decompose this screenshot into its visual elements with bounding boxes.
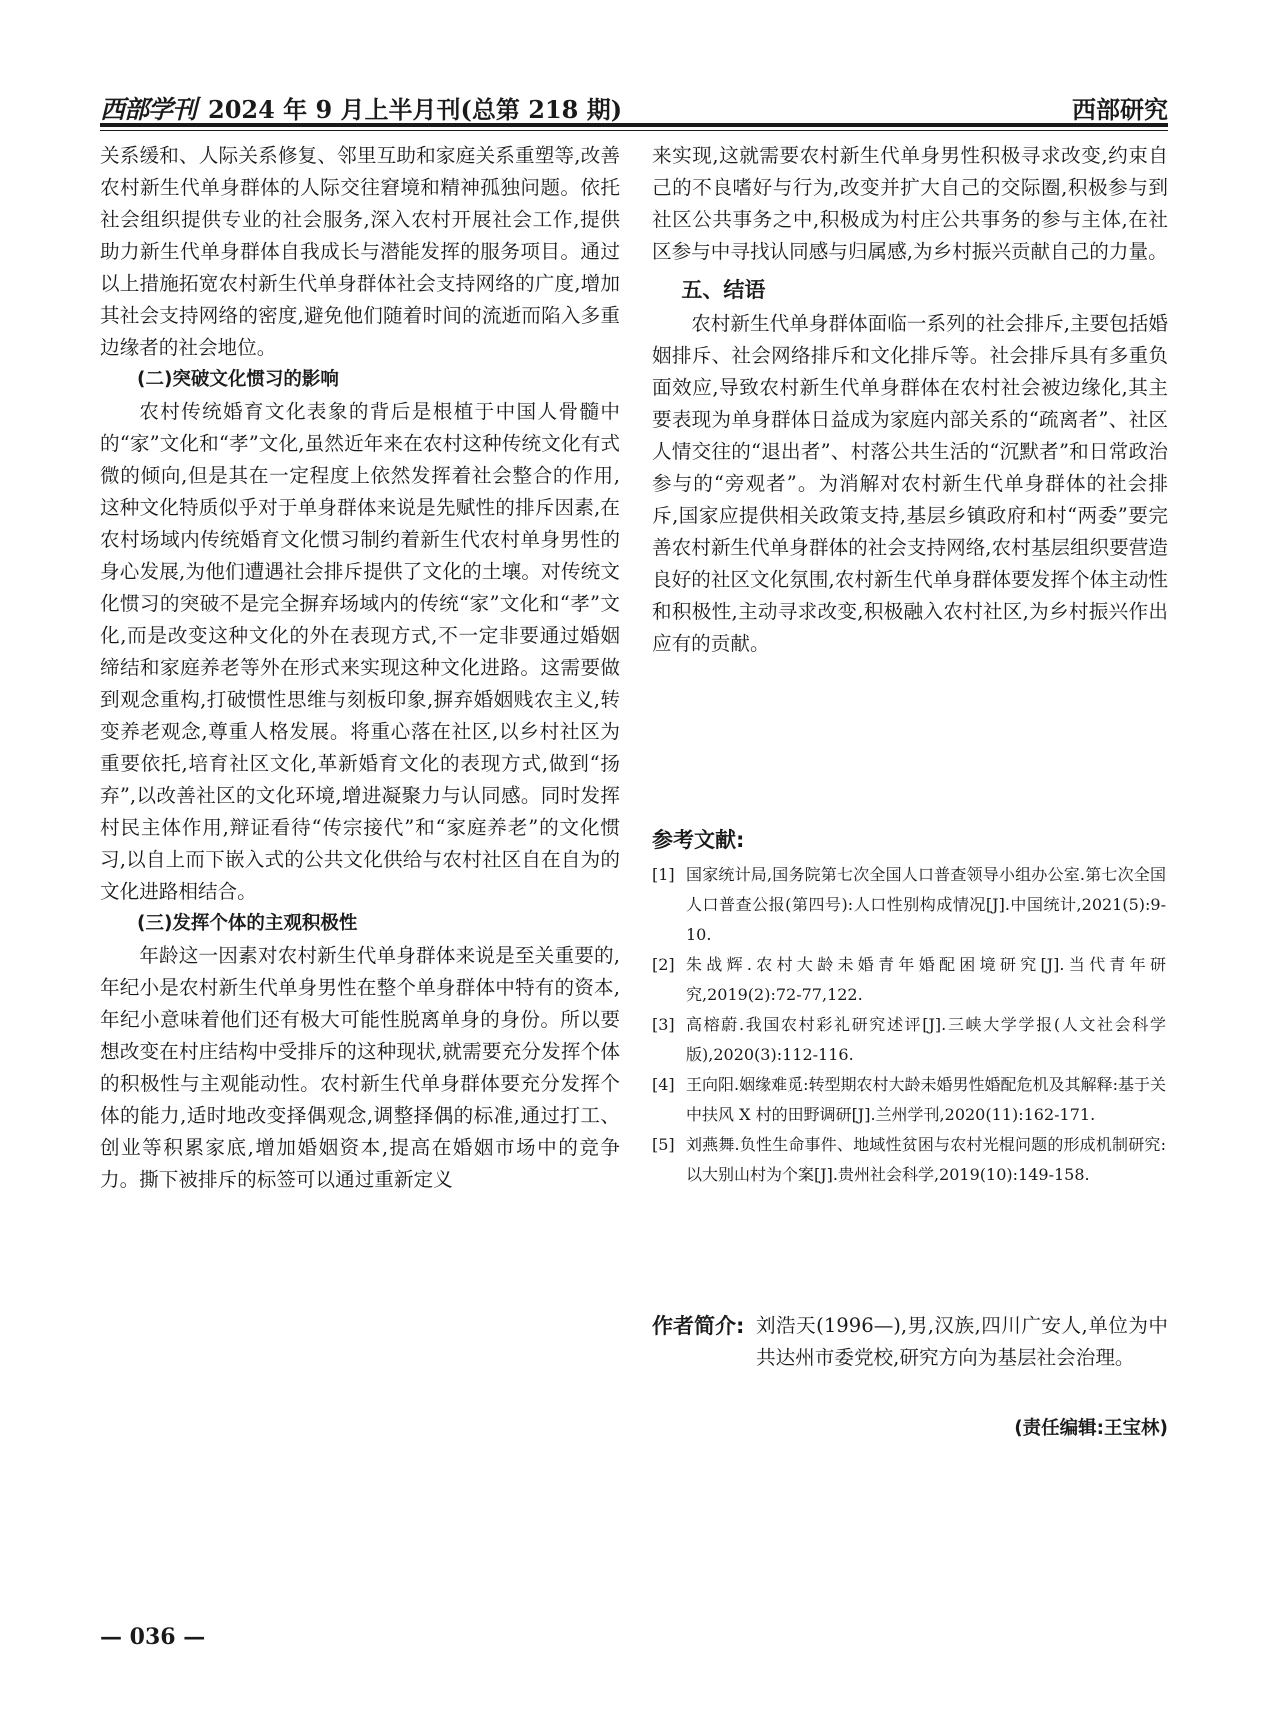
reference-text: 国家统计局,国务院第七次全国人口普查领导小组办公室.第七次全国人口普查公报(第四号):人口性别构成情况[J].中国统计,2021(5):9-10. <box>686 865 1166 944</box>
references-title: 参考文献: <box>652 828 745 852</box>
journal-logo: 西部学刊 <box>100 95 197 124</box>
reference-text: 朱战辉.农村大龄未婚青年婚配困境研究[J].当代青年研究,2019(2):72-77,122. <box>686 955 1166 1004</box>
reference-number: [5] <box>652 1135 675 1154</box>
subsection-heading: (二)突破文化惯习的影响 <box>137 369 339 390</box>
body-paragraph: 农村传统婚育文化表象的背后是根植于中国人骨髓中的“家”文化和“孝”文化,虽然近年来在农村这种传统文化有式微的倾向,但是其在一定程度上依然发挥着社会整合的作用,这种文化特质似乎对于单身群体来说是先赋性的排斥因素,在农村场域内传统婚育文化惯习制约着新生代农村单身男性的身心发展,为他们遭遇社会排斥提供了文化的土壤。对传统文化惯习的突破不是完全摒弃场域内的传统“家”文化和“孝”文化,而是改变这种文化的外在表现方式,不一定非要通过婚姻缔结和家庭养老等外在形式来实现这种文化进路。这需要做到观念重构,打破惯性思维与刻板印象,摒弃婚姻贱农主义,转变养老观念,尊重人格发展。将重心落在社区,以乡村社区为重要依托,培育社区文化,革新婚育文化的表现方式,做到“扬弃”,以改善社区的文化环境,增进凝聚力与认同感。同时发挥村民主体作用,辩证看待“传宗接代”和“家庭养老”的文化惯习,以自上而下嵌入式的公共文化供给与农村社区自在自为的文化进路相结合。 <box>100 400 620 903</box>
author-bio <box>652 1310 1168 1374</box>
author-bio-text: 刘浩天(1996—),男,汉族,四川广安人,单位为中共达州市委党校,研究方向为基层社会治理。 <box>756 1314 1168 1369</box>
reference-item <box>652 950 1166 1010</box>
reference-item <box>652 1130 1166 1190</box>
responsible-editor: (责任编辑:王宝林) <box>1014 1418 1168 1439</box>
section-name: 西部研究 <box>1072 96 1168 124</box>
reference-number: [2] <box>652 955 675 974</box>
body-paragraph: 关系缓和、人际关系修复、邻里互助和家庭关系重塑等,改善农村新生代单身群体的人际交往窘境和精神孤独问题。依托社会组织提供专业的社会服务,深入农村开展社会工作,提供助力新生代单身群体自我成长与潜能发挥的服务项目。通过以上措施拓宽农村新生代单身群体社会支持网络的广度,增加其社会支持网络的密度,避免他们随着时间的流逝而陷入多重边缘者的社会地位。 <box>100 144 620 359</box>
references-list <box>652 860 1166 1190</box>
issue-info: 2024 年 9 月上半月刊(总第 218 期) <box>208 95 623 124</box>
reference-item <box>652 860 1166 950</box>
body-paragraph: 来实现,这就需要农村新生代单身男性积极寻求改变,约束自己的不良嗜好与行为,改变并扩大自己的交际圈,积极参与到社区公共事务之中,积极成为村庄公共事务的参与主体,在社区参与中寻找认同感与归属感,为乡村振兴贡献自己的力量。 <box>652 144 1168 263</box>
reference-text: 刘燕舞.负性生命事件、地域性贫困与农村光棍问题的形成机制研究:以大别山村为个案[J].贵州社会科学,2019(10):149-158. <box>686 1135 1166 1184</box>
running-header <box>100 86 1168 126</box>
header-rule-thick <box>100 123 1168 127</box>
body-paragraph: 年龄这一因素对农村新生代单身群体来说是至关重要的,年纪小是农村新生代单身男性在整个单身群体中特有的资本,年纪小意味着他们还有极大可能性脱离单身的身份。所以要想改变在村庄结构中受排斥的这种现状,就需要充分发挥个体的积极性与主观能动性。农村新生代单身群体要充分发挥个体的能力,适时地改变择偶观念,调整择偶的标准,通过打工、创业等积累家底,增加婚姻资本,提高在婚姻市场中的竞争力。撕下被排斥的标签可以通过重新定义 <box>100 944 620 1191</box>
reference-item <box>652 1070 1166 1130</box>
left-column <box>100 140 620 1196</box>
author-bio-label: 作者简介: <box>652 1314 745 1338</box>
body-paragraph: 农村新生代单身群体面临一系列的社会排斥,主要包括婚姻排斥、社会网络排斥和文化排斥等。社会排斥具有多重负面效应,导致农村新生代单身群体在农村社会被边缘化,其主要表现为单身群体日益成为家庭内部关系的“疏离者”、社区人情交往的“退出者”、村落公共生活的“沉默者”和日常政治参与的“旁观者”。为消解对农村新生代单身群体的社会排斥,国家应提供相关政策支持,基层乡镇政府和村“两委”要完善农村新生代单身群体的社会支持网络,农村基层组织要营造良好的社区文化氛围,农村新生代单身群体要发挥个体主动性和积极性,主动寻求改变,积极融入农村社区,为乡村振兴作出应有的贡献。 <box>652 312 1168 655</box>
reference-number: [3] <box>652 1015 675 1034</box>
reference-text: 高榕蔚.我国农村彩礼研究述评[J].三峡大学学报(人文社会科学版),2020(3):112-116. <box>686 1015 1166 1064</box>
page-number: — 036 — <box>100 1624 206 1650</box>
reference-text: 王向阳.姻缘难觅:转型期农村大龄未婚男性婚配危机及其解释:基于关中扶风 X 村的田野调研[J].兰州学刊,2020(11):162-171. <box>686 1075 1166 1124</box>
reference-item <box>652 1010 1166 1070</box>
reference-number: [4] <box>652 1075 675 1094</box>
reference-number: [1] <box>652 865 675 884</box>
subsection-heading: (三)发挥个体的主观积极性 <box>137 913 358 934</box>
right-column <box>652 140 1168 660</box>
header-rule-thin <box>100 130 1168 131</box>
section-heading: 五、结语 <box>681 278 766 302</box>
